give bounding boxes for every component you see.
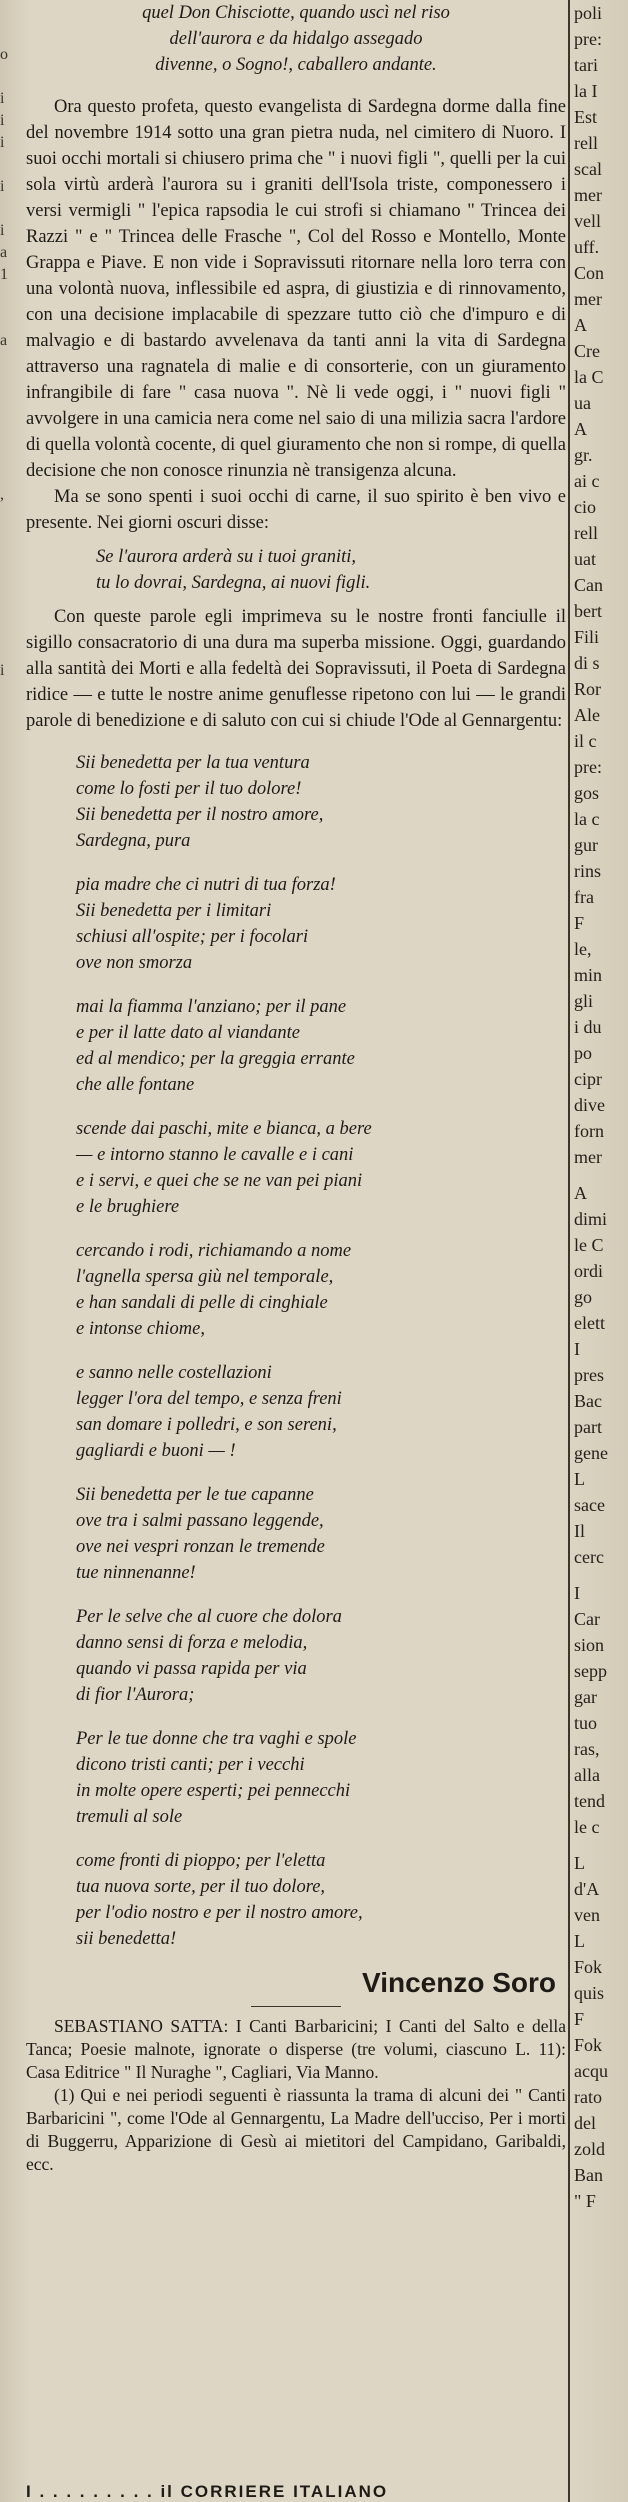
column-fragment: sion: [574, 1635, 605, 1655]
gutter-fragment: [0, 22, 18, 44]
footnote-block: [26, 2015, 566, 2176]
column-fragment: uat: [574, 549, 596, 569]
gutter-fragment: 1: [0, 266, 8, 283]
gutter-fragment: [0, 308, 18, 330]
poem-line: Sardegna, pura: [76, 831, 191, 851]
column-fragment: cio: [574, 497, 596, 517]
poem-stanza: [76, 1116, 566, 1220]
column-fragment: dive: [574, 1095, 605, 1115]
gutter-fragment: [0, 616, 18, 638]
column-fragment: rell: [574, 133, 598, 153]
column-fragment: Can: [574, 575, 603, 595]
poem-line: in molte opere esperti; pei pennecchi: [76, 1781, 351, 1801]
poem-line: ove nei vespri ronzan le tremende: [76, 1537, 325, 1557]
gutter-fragment: [0, 0, 18, 22]
column-fragment: " F: [574, 2191, 596, 2211]
column-fragment: ua: [574, 393, 591, 413]
next-column-fragment: [574, 0, 628, 2502]
article-column: [26, 0, 566, 2502]
column-fragment: gur: [574, 835, 598, 855]
poem-line: gagliardi e buoni — !: [76, 1441, 236, 1461]
poem-line: tua nuova sorte, per il tuo dolore,: [76, 1877, 326, 1897]
poem-line: tremuli al sole: [76, 1807, 183, 1827]
article-paragraph: Ora questo profeta, questo evangelista di Sardegna dorme dalla fine del novembre 1914 sotto una gran pietra nuda, nel cimitero di Nuoro. I suoi occhi mortali si chiusero prima che " i nuovi figli ", quelli per la cui sola virtù arderà l'aurora su i graniti dell'Isola triste, componessero i versi vermigli " l'epica rapsodia le cui strofi si chiamano " Trincea dei Razzi " e " Trincea delle Frasche ", Col del Rosso e Montello, Monte Grappa e Piave. E non vide i Sopravissuti ritornare nella loro terra con una volontà nuova, inflessibile ed aspra, di giustizia e di rinnovamento, con una decisione implacabile di spezzare tutto ciò che d'impuro e di malvagio e di bastardo avvelenava da tanti anni la vita di Sardegna attraverso una ragnatela di malie e di consorterie, con un giuramento infrangibile di fare " casa nuova ". Nè li vede oggi, i " nuovi figli " avvolgere in una camicia nera come nel saio di una milizia sacra l'ardore di quella volontà cocente, di quel giuramento che non si rompe, di quella decisione che non conosce rinunzia nè transigenza alcuna.: [26, 97, 566, 481]
column-fragment: Fok: [574, 1957, 603, 1977]
footnote-text: (1) Qui e nei periodi seguenti è riassunta la trama di alcuni dei " Canti Barbaricini ", come l'Ode al Gennargentu, La Madre dell'ucciso, Per i morti di Buggerru, Apparizione di Gesù ai mietitori del Campidano, Garibaldi, ecc.: [26, 2085, 566, 2174]
column-fragment: uff.: [574, 237, 600, 257]
column-fragment: fra: [574, 887, 594, 907]
column-fragment: tuo: [574, 1713, 598, 1733]
column-fragment: rins: [574, 861, 601, 881]
column-fragment: I: [574, 1583, 580, 1603]
column-fragment: acqu: [574, 2061, 608, 2081]
gutter-fragment: [0, 638, 18, 660]
gutter-fragment: i: [0, 90, 5, 107]
column-fragment: part: [574, 1417, 602, 1437]
poem-line: ed al mendico; per la greggia errante: [76, 1049, 355, 1069]
column-fragment: L: [574, 1931, 585, 1951]
column-fragment: la I: [574, 81, 598, 101]
column-fragment: rell: [574, 523, 598, 543]
poem-line: quando vi passa rapida per via: [76, 1659, 307, 1679]
column-fragment: poli: [574, 3, 603, 23]
gutter-fragment: a: [0, 332, 8, 349]
poem-line: di fior l'Aurora;: [76, 1685, 195, 1705]
poem-line: pia madre che ci nutri di tua forza!: [76, 875, 336, 895]
poem-stanza: [76, 1360, 566, 1464]
poem-line: dicono tristi canti; per i vecchi: [76, 1755, 305, 1775]
column-fragment: pre:: [574, 757, 602, 777]
column-fragment: scal: [574, 159, 602, 179]
poem-line: e i servi, e quei che se ne van pei piani: [76, 1171, 363, 1191]
poem-line: scende dai paschi, mite e bianca, a bere: [76, 1119, 372, 1139]
gutter-fragment: o: [0, 46, 8, 63]
poem-line: Per le tue donne che tra vaghi e spole: [76, 1729, 357, 1749]
column-fragment: bert: [574, 601, 602, 621]
poem-line: legger l'ora del tempo, e senza freni: [76, 1389, 342, 1409]
poem-line: Per le selve che al cuore che dolora: [76, 1607, 342, 1627]
poem-line: Sii benedetta per la tua ventura: [76, 753, 310, 773]
column-fragment: elett: [574, 1313, 605, 1333]
column-fragment: quis: [574, 1983, 605, 2003]
column-fragment: vell: [574, 211, 601, 231]
column-fragment: le,: [574, 939, 592, 959]
quote-line: tu lo dovrai, Sardegna, ai nuovi figli.: [96, 573, 371, 593]
column-fragment: Ale: [574, 705, 600, 725]
column-fragment: d'A: [574, 1879, 600, 1899]
previous-column-fragment: [0, 0, 18, 2502]
author-signature: Vincenzo Soro: [362, 1967, 556, 1998]
column-fragment: Con: [574, 263, 605, 283]
poem-line: e han sandali di pelle di cinghiale: [76, 1293, 328, 1313]
intro-verse: [26, 0, 566, 78]
gutter-fragment: [0, 396, 18, 418]
column-fragment: A: [574, 419, 587, 439]
gutter-fragment: i: [0, 134, 5, 151]
column-fragment: po: [574, 1043, 592, 1063]
bibliography-note: SEBASTIANO SATTA: I Canti Barbaricini; I Canti del Salto e della Tanca; Poesie malnote, ignorate o disperse (tre volumi, ciascuno L. 11): Casa Editrice " Il Nuraghe ", Cagliari, Via Manno.: [26, 2016, 566, 2082]
column-fragment: zold: [574, 2139, 605, 2159]
intro-line: dell'aurora e da hidalgo assegado: [169, 29, 423, 49]
gutter-fragment: [0, 154, 18, 176]
poem-stanza: [76, 750, 566, 854]
poem-line: che alle fontane: [76, 1075, 195, 1095]
poem-line: schiusi all'ospite; per i focolari: [76, 927, 309, 947]
column-fragment: tend: [574, 1791, 605, 1811]
column-fragment: sepp: [574, 1661, 607, 1681]
column-fragment: del: [574, 2113, 596, 2133]
poem-line: — e intorno stanno le cavalle e i cani: [76, 1145, 354, 1165]
column-fragment: Ror: [574, 679, 601, 699]
gutter-fragment: i: [0, 662, 5, 679]
gutter-fragment: [0, 682, 18, 704]
gutter-fragment: [0, 572, 18, 594]
poem-line: e per il latte dato al viandante: [76, 1023, 301, 1043]
poem-line: come lo fosti per il tuo dolore!: [76, 779, 302, 799]
gutter-fragment: ,: [0, 486, 4, 503]
gutter-fragment: a: [0, 244, 8, 261]
gutter-fragment: [0, 286, 18, 308]
column-fragment: Fili: [574, 627, 600, 647]
column-fragment: L: [574, 1469, 585, 1489]
column-fragment: sace: [574, 1495, 605, 1515]
column-fragment: cipr: [574, 1069, 602, 1089]
column-fragment: gene: [574, 1443, 608, 1463]
column-fragment: di s: [574, 653, 600, 673]
gutter-fragment: [0, 528, 18, 550]
column-fragment: mer: [574, 289, 602, 309]
poem-line: Sii benedetta per i limitari: [76, 901, 272, 921]
gutter-fragment: [0, 594, 18, 616]
column-fragment: rato: [574, 2087, 602, 2107]
column-fragment: gar: [574, 1687, 597, 1707]
column-fragment: mer: [574, 1147, 602, 1167]
column-fragment: forn: [574, 1121, 604, 1141]
column-fragment: A: [574, 315, 587, 335]
poem-line: per l'odio nostro e per il nostro amore,: [76, 1903, 363, 1923]
article-paragraph: Con queste parole egli imprimeva su le nostre fronti fanciulle il sigillo consacratorio di una dura ma superba missione. Oggi, guardando alla santità dei Morti e alla fedeltà dei Sopravissuti, il Poeta di Sardegna ridice — e tutte le nostre anime genuflesse ripetono con lui — le grandi parole di benedizione e di saluto con cui si chiude l'Ode al Gennargentu:: [26, 607, 566, 731]
poem-line: Sii benedetta per il nostro amore,: [76, 805, 324, 825]
article-paragraph: Ma se sono spenti i suoi occhi di carne, il suo spirito è ben vivo e presente. Nei giorni oscuri disse:: [26, 487, 566, 533]
poem-line: san domare i polledri, e son sereni,: [76, 1415, 337, 1435]
poem-line: cercando i rodi, richiamando a nome: [76, 1241, 352, 1261]
column-fragment: pres: [574, 1365, 604, 1385]
gutter-fragment: i: [0, 222, 5, 239]
poem-stanza: [76, 1482, 566, 1586]
column-fragment: mer: [574, 185, 602, 205]
column-fragment: gos: [574, 783, 600, 803]
column-fragment: ras,: [574, 1739, 600, 1759]
poem-stanza: [76, 1238, 566, 1342]
column-fragment: cerc: [574, 1547, 604, 1567]
poem-line: ove tra i salmi passano leggende,: [76, 1511, 324, 1531]
column-divider: [568, 0, 570, 2502]
column-fragment: gli: [574, 991, 594, 1011]
ode-poem: [26, 750, 566, 1952]
poem-stanza: [76, 1604, 566, 1708]
gutter-fragment: [0, 374, 18, 396]
separator-rule: [251, 2006, 341, 2007]
column-fragment: F: [574, 2009, 585, 2029]
gutter-fragment: [0, 418, 18, 440]
poem-line: tue ninnenanne!: [76, 1563, 196, 1583]
intro-line: divenne, o Sogno!, caballero andante.: [155, 55, 437, 75]
column-fragment: il c: [574, 731, 597, 751]
poem-line: mai la fiamma l'anziano; per il pane: [76, 997, 347, 1017]
column-fragment: ai c: [574, 471, 600, 491]
poem-line: come fronti di pioppo; per l'eletta: [76, 1851, 326, 1871]
column-fragment: alla: [574, 1765, 600, 1785]
column-fragment: Car: [574, 1609, 600, 1629]
bottom-header-strip: I . . . . . . . . . il CORRIERE ITALIANO: [26, 2482, 389, 2501]
column-fragment: le c: [574, 1817, 600, 1837]
gutter-fragment: [0, 704, 18, 726]
column-fragment: Il: [574, 1521, 585, 1541]
gutter-fragment: [0, 352, 18, 374]
poem-line: e sanno nelle costellazioni: [76, 1363, 272, 1383]
poem-stanza: [76, 994, 566, 1098]
poem-stanza: [76, 1848, 566, 1952]
column-fragment: A: [574, 1183, 587, 1203]
column-fragment: L: [574, 1853, 585, 1873]
column-fragment: Cre: [574, 341, 600, 361]
poem-line: e intonse chiome,: [76, 1319, 205, 1339]
quote-line: Se l'aurora arderà su i tuoi graniti,: [96, 547, 357, 567]
poem-stanza: [76, 1726, 566, 1830]
column-fragment: ordi: [574, 1261, 603, 1281]
column-fragment: gr.: [574, 445, 593, 465]
column-fragment: la c: [574, 809, 600, 829]
gutter-fragment: [0, 550, 18, 572]
intro-line: quel Don Chisciotte, quando uscì nel riso: [142, 3, 450, 23]
poem-line: l'agnella spersa giù nel temporale,: [76, 1267, 334, 1287]
column-fragment: tari: [574, 55, 598, 75]
column-fragment: i du: [574, 1017, 602, 1037]
column-fragment: min: [574, 965, 603, 985]
column-fragment: F: [574, 913, 585, 933]
gutter-fragment: [0, 66, 18, 88]
column-fragment: pre:: [574, 29, 602, 49]
gutter-fragment: [0, 726, 18, 748]
gutter-fragment: [0, 462, 18, 484]
column-fragment: go: [574, 1287, 592, 1307]
column-fragment: dimi: [574, 1209, 608, 1229]
poem-line: ove non smorza: [76, 953, 193, 973]
column-fragment: Bac: [574, 1391, 602, 1411]
poem-stanza: [76, 872, 566, 976]
gutter-fragment: i: [0, 178, 5, 195]
poem-line: danno sensi di forza e melodia,: [76, 1633, 308, 1653]
column-fragment: la C: [574, 367, 604, 387]
gutter-fragment: i: [0, 112, 5, 129]
column-fragment: Fok: [574, 2035, 603, 2055]
column-fragment: Ban: [574, 2165, 603, 2185]
gutter-fragment: [0, 440, 18, 462]
column-fragment: I: [574, 1339, 580, 1359]
column-fragment: ven: [574, 1905, 600, 1925]
column-fragment: Est: [574, 107, 598, 127]
quoted-verse: [26, 544, 566, 596]
poem-line: sii benedetta!: [76, 1929, 177, 1949]
poem-line: e le brughiere: [76, 1197, 180, 1217]
gutter-fragment: [0, 198, 18, 220]
poem-line: Sii benedetta per le tue capanne: [76, 1485, 314, 1505]
gutter-fragment: [0, 506, 18, 528]
column-fragment: le C: [574, 1235, 604, 1255]
